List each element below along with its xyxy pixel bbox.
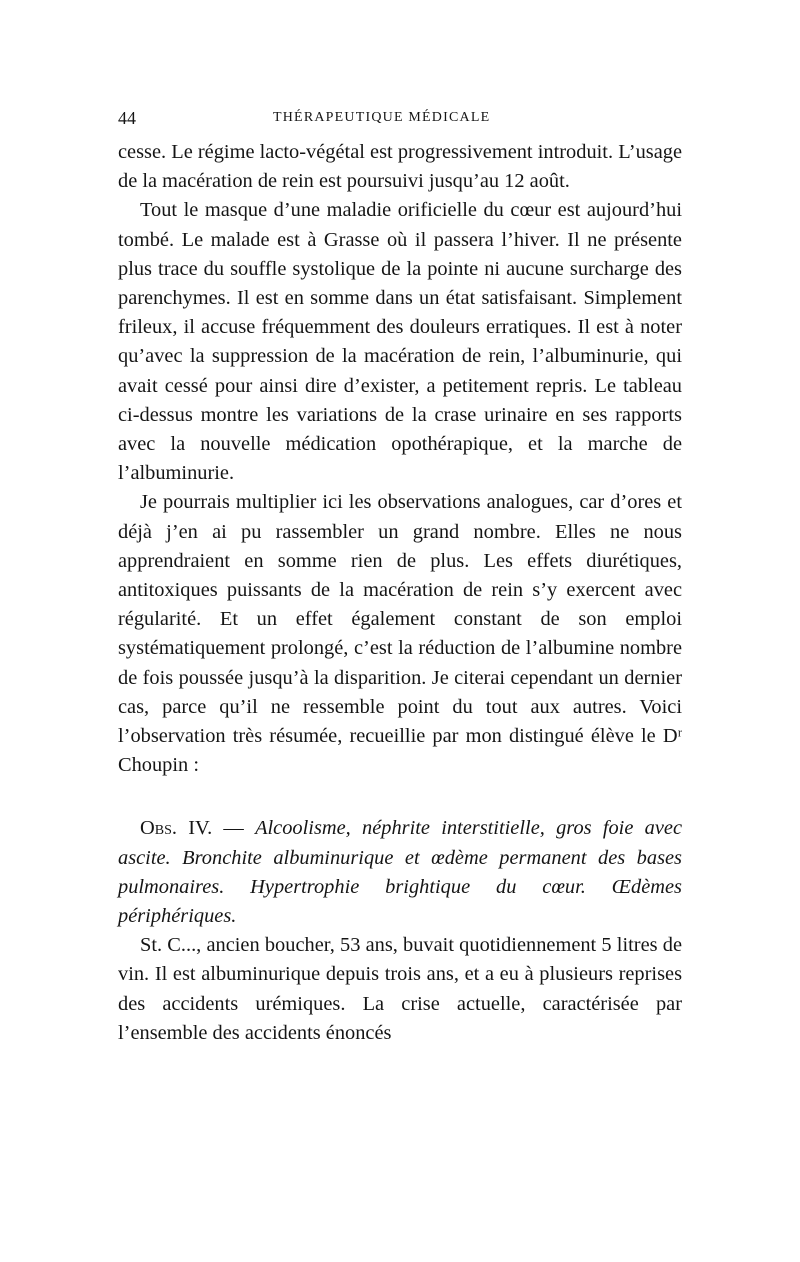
- paragraph-continuation: cesse. Le régime lacto-végétal est progressivement introduit. L’usage de la macération de rein est poursuivi jusqu’au 12 août.: [118, 141, 682, 193]
- observation-label: Obs. IV.: [140, 817, 213, 840]
- book-page: [118, 108, 682, 1048]
- observation-title: Alcoolisme, néphrite interstitielle, gros foie avec ascite. Bronchite albuminurique et œdème permanent des bases pulmonaires. Hypertrophie brightique du cœur. Œdèmes périphériques.: [118, 817, 682, 928]
- observation-dash: —: [212, 817, 256, 840]
- observation-text: St. C..., ancien boucher, 53 ans, buvait quotidiennement 5 litres de vin. Il est albuminurique depuis trois ans, et a eu à plusieurs reprises des accidents urémiques. La crise actuelle, caractérisée par l’ensemble des accidents énoncés: [118, 934, 682, 1044]
- running-head: [118, 108, 682, 138]
- body-text: [118, 138, 682, 1048]
- paragraph: Tout le masque d’une maladie orificielle du cœur est aujourd’hui tombé. Le malade est à Grasse où il passera l’hiver. Il ne présente plus trace du souffle systolique de la pointe ni aucune surcharge des parenchymes. Il est en somme dans un état satisfaisant. Simplement frileux, il accuse fréquemment des douleurs erratiques. Il est à noter qu’avec la suppression de la macération de rein, l’albuminurie, qui avait cessé pour ainsi dire d’exister, a petitement repris. Le tableau ci-dessus montre les variations de la crase urinaire en ses rapports avec la nouvelle médication opothérapique, et la marche de l’albuminurie.: [118, 199, 682, 485]
- running-title: THÉRAPEUTIQUE MÉDICALE: [273, 110, 491, 125]
- observation-heading: [118, 814, 682, 931]
- observation-block: [118, 814, 682, 1048]
- page-number: 44: [118, 108, 136, 128]
- paragraph: Je pourrais multiplier ici les observations analogues, car d’ores et déjà j’en ai pu rassembler un grand nombre. Elles ne nous apprendraient en somme rien de plus. Les effets diurétiques, antitoxiques puissants de la macération de rein s’y exercent avec régularité. Et un effet également constant de son emploi systématiquement prolongé, c’est la réduction de l’albumine nombre de fois poussée jusqu’à la disparition. Je citerai cependant un dernier cas, parce qu’il ne ressemble point du tout aux autres. Voici l’observation très résumée, recueillie par mon distingué élève le Dʳ Choupin :: [118, 491, 682, 777]
